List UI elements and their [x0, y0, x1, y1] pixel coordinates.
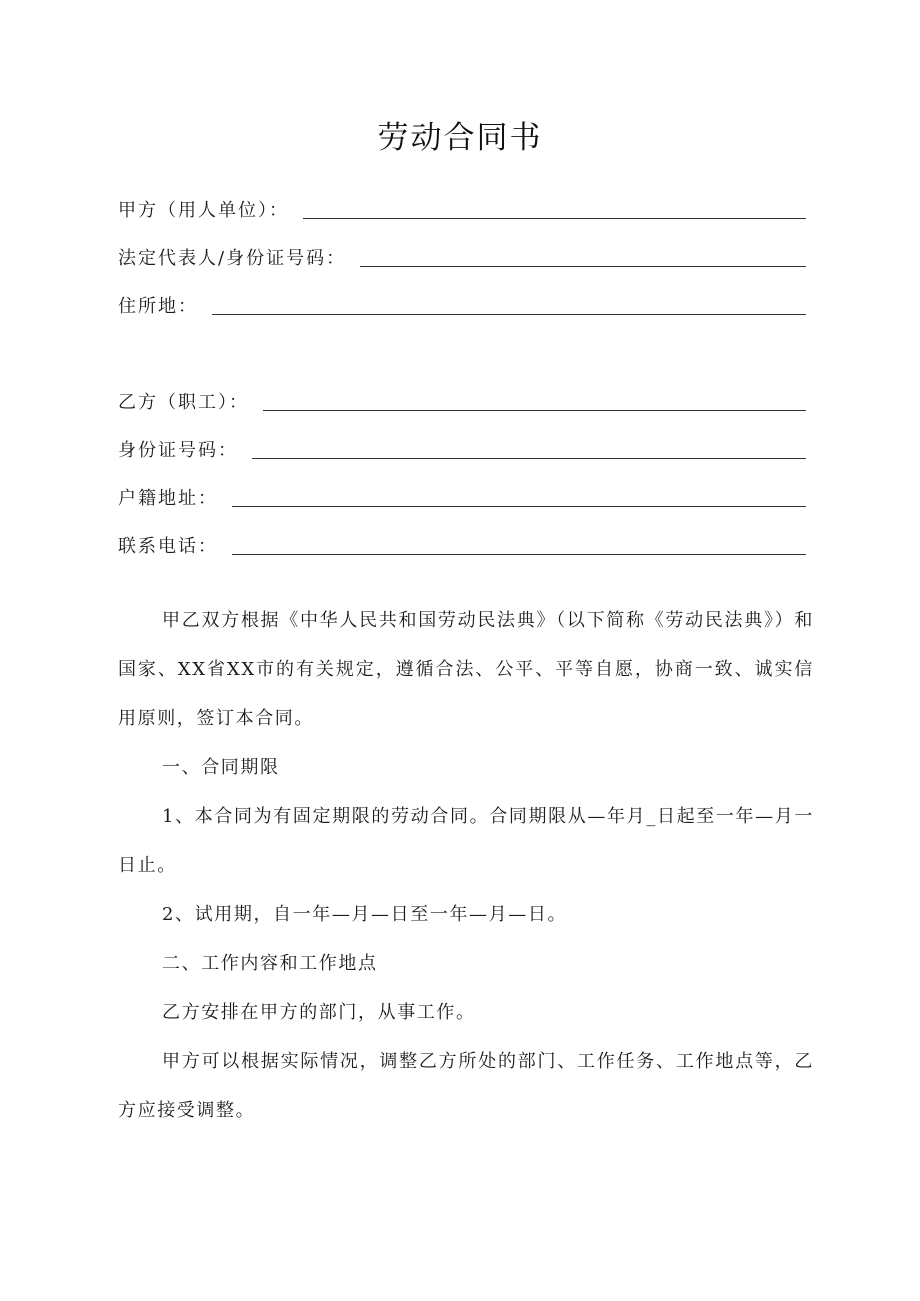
employer-label: 甲方（用人单位）： — [118, 200, 289, 221]
employer-address-label: 住所地： — [118, 296, 198, 317]
phone-blank-line[interactable] — [232, 536, 806, 555]
section-1-heading: 一、合同期限 — [162, 757, 280, 778]
section-2-paragraph-1: 乙方安排在甲方的部门，从事工作。 — [162, 1002, 476, 1023]
document-title: 劳动合同书 — [377, 120, 543, 156]
representative-field — [118, 240, 806, 270]
employer-address-blank-line[interactable] — [212, 296, 806, 315]
household-address-blank-line[interactable] — [232, 488, 806, 507]
employee-id-blank-line[interactable] — [252, 440, 806, 459]
employee-blank-line[interactable] — [263, 392, 806, 411]
employer-field — [118, 192, 806, 222]
section-2-paragraph-2: 甲方可以根据实际情况，调整乙方所处的部门、工作任务、工作地点等，乙方应接受调整。 — [118, 1051, 814, 1121]
section-1-item-1: 1、本合同为有固定期限的劳动合同。合同期限从—年月_日起至一年—月一日止。 — [118, 806, 814, 876]
household-address-label: 户籍地址： — [118, 488, 218, 509]
representative-blank-line[interactable] — [360, 248, 806, 267]
phone-label: 联系电话： — [118, 536, 218, 557]
representative-label: 法定代表人/身份证号码： — [118, 248, 347, 269]
preamble-paragraph: 甲乙双方根据《中华人民共和国劳动民法典》（以下简称《劳动民法典》）和国家、XX省XX市的有关规定，遵循合法、公平、平等自愿，协商一致、诚实信用原则，签订本合同。 — [118, 610, 814, 729]
employee-id-label: 身份证号码： — [118, 440, 238, 461]
employee-id-field — [118, 432, 806, 462]
employer-blank-line[interactable] — [303, 200, 806, 219]
employer-address-field — [118, 288, 806, 318]
employee-label: 乙方（职工）： — [118, 392, 249, 413]
phone-field — [118, 528, 806, 558]
household-address-field — [118, 480, 806, 510]
employee-field — [118, 384, 806, 414]
section-1-item-2: 2、试用期，自一年—月—日至一年—月—日。 — [162, 904, 568, 925]
section-2-heading: 二、工作内容和工作地点 — [162, 953, 378, 974]
